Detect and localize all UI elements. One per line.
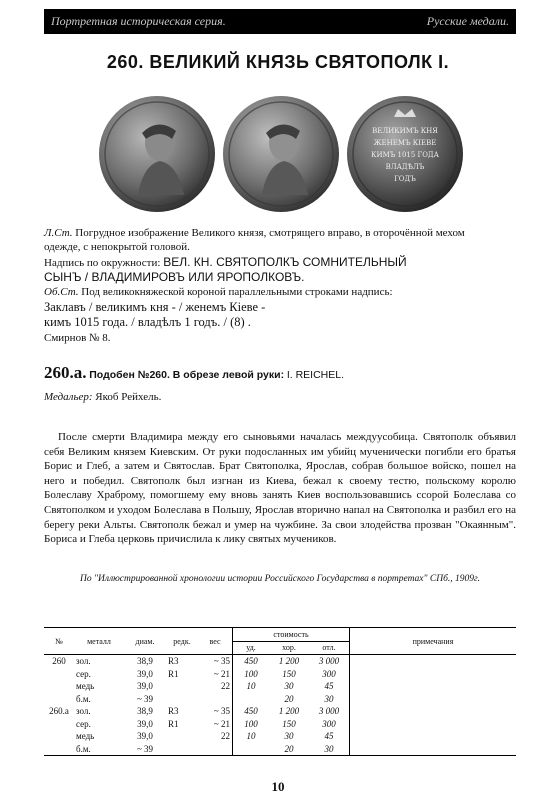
obverse-text-cont: одежде, с непокрытой головой. [44, 241, 190, 253]
medalist-line [44, 390, 516, 404]
col-cost-good: уд. [233, 641, 270, 655]
medalist-label: Медальер: [44, 391, 93, 403]
medal-inscription-line: ВЛАДѢЛЪ [385, 163, 425, 171]
table-cell-notes [350, 668, 517, 681]
table-cell-weight [198, 743, 233, 756]
edge-label: Надпись по окружности: [44, 257, 161, 269]
page-number: 10 [271, 779, 285, 794]
table-cell-c2: 30 [284, 681, 294, 692]
table-cell-weight: 22 [221, 731, 230, 742]
table-cell-weight: 22 [221, 681, 230, 692]
running-header [44, 9, 516, 34]
table-cell-metal: б.м. [76, 693, 91, 704]
table-cell-c1: 100 [233, 668, 270, 681]
table-row [44, 668, 516, 681]
table-row [44, 680, 516, 693]
smirnov-reference: Смирнов № 8. [44, 332, 111, 344]
table-cell-weight: ~ 21 [213, 668, 230, 679]
table-cell-rarity: R3 [168, 706, 179, 717]
table-cell-diam: 39,0 [137, 681, 153, 692]
obverse-label: Л.Ст. [44, 227, 73, 239]
table-cell-c1 [233, 693, 270, 706]
variant-heading [44, 363, 516, 382]
table-row [44, 730, 516, 743]
table-cell-diam: 39,0 [137, 668, 153, 679]
table-cell-notes [350, 680, 517, 693]
table-row [44, 743, 516, 756]
table-cell-c2: 1 200 [278, 706, 300, 717]
table-cell-metal: зол. [76, 656, 91, 667]
table-cell-metal: сер. [76, 718, 91, 729]
col-cost-fine: хор. [282, 643, 296, 653]
table-cell-rarity: R3 [168, 656, 179, 667]
table-cell-notes [350, 743, 517, 756]
edge-inscription [44, 255, 516, 270]
table-cell-notes [350, 730, 517, 743]
table-cell-diam: ~ 39 [136, 693, 154, 704]
table-cell-no [44, 718, 74, 731]
table-cell-no: 260.a [49, 706, 69, 717]
medal-inscription-line: ЖЕНЕМЪ КІЕВЕ [373, 139, 437, 147]
table-cell-diam: ~ 39 [136, 743, 154, 754]
table-cell-notes [350, 718, 517, 731]
table-cell-c2: 1 200 [278, 656, 300, 667]
medalist-name: Якоб Рейхель. [95, 391, 162, 403]
variant-signature: I. REICHEL. [286, 369, 345, 381]
table-cell-c3: 3 000 [318, 706, 340, 717]
table-cell-no: 260 [52, 656, 66, 667]
price-table-body [44, 655, 516, 756]
col-notes: примечания [350, 628, 517, 655]
reverse-inscription-line2: кимъ 1015 года. / владѣлъ 1 годъ. / (8) . [44, 315, 251, 329]
table-cell-metal: сер. [76, 668, 91, 679]
table-cell-rarity [166, 743, 198, 756]
obverse-description [44, 226, 516, 240]
table-cell-weight: ~ 21 [213, 718, 230, 729]
table-cell-diam: 39,0 [137, 731, 153, 742]
medal-inscription-line: КИМЪ 1015 ГОДА [371, 151, 439, 159]
col-cost-excellent: отл. [322, 643, 336, 653]
table-cell-weight: ~ 35 [213, 656, 230, 667]
variant-number: 260.a. [44, 363, 87, 382]
table-cell-c3: 45 [324, 731, 334, 742]
medal-reverse-image [346, 95, 464, 213]
table-cell-c2: 20 [284, 743, 294, 754]
col-rarity: редк. [173, 636, 191, 646]
table-cell-rarity [166, 730, 198, 743]
price-table [44, 627, 516, 756]
table-cell-c1 [233, 743, 270, 756]
table-cell-metal: медь [76, 731, 95, 742]
table-cell-diam: 38,9 [137, 656, 153, 667]
reverse-text: Под великокняжеской короной параллельными строками надпись: [81, 286, 393, 298]
col-metal: металл [87, 636, 111, 646]
table-cell-c2: 150 [282, 668, 296, 679]
table-cell-c3: 3 000 [318, 656, 340, 667]
table-cell-c2: 30 [284, 731, 294, 742]
table-cell-c1: 450 [233, 705, 270, 718]
page-title: 260. ВЕЛИКИЙ КНЯЗЬ СВЯТОПОЛК I. [106, 52, 450, 72]
table-cell-c3: 30 [324, 743, 334, 754]
table-cell-no [44, 680, 74, 693]
reverse-label: Об.Ст. [44, 286, 79, 298]
medal-obverse-image [98, 95, 216, 213]
obverse-text: Погрудное изображение Великого князя, смотрящего вправо, в оторочённой мехом [75, 227, 465, 239]
medal-photos [0, 95, 556, 213]
header-section: Русские медали. [426, 14, 509, 28]
col-number: № [55, 636, 63, 646]
table-cell-c1: 10 [233, 730, 270, 743]
reverse-description [44, 285, 516, 299]
table-row [44, 718, 516, 731]
table-cell-no [44, 743, 74, 756]
medal-inscription-line: ВЕЛИКИМЪ КНЯ [372, 127, 438, 135]
table-cell-notes [350, 693, 517, 706]
table-cell-c1: 10 [233, 680, 270, 693]
table-cell-c3: 300 [322, 718, 336, 729]
table-cell-rarity [166, 693, 198, 706]
table-cell-no [44, 693, 74, 706]
table-cell-diam: 38,9 [137, 706, 153, 717]
reverse-inscription-line1: Заклавъ / великимъ кня - / женемъ Кіеве - [44, 300, 266, 314]
table-cell-c2: 150 [282, 718, 296, 729]
table-cell-metal: зол. [76, 706, 91, 717]
variant-text: Подобен №260. В обрезе левой руки: [89, 369, 285, 381]
table-cell-weight [198, 693, 233, 706]
col-weight: вес [209, 636, 221, 646]
table-cell-metal: медь [76, 681, 95, 692]
table-cell-metal: б.м. [76, 743, 91, 754]
table-cell-no [44, 668, 74, 681]
table-row [44, 693, 516, 706]
table-cell-c2: 20 [284, 693, 294, 704]
table-cell-c3: 30 [324, 693, 334, 704]
table-cell-diam: 39,0 [137, 718, 153, 729]
table-cell-notes [350, 705, 517, 718]
medal-variant-obverse-image [222, 95, 340, 213]
table-cell-weight: ~ 35 [213, 706, 230, 717]
table-cell-rarity [166, 680, 198, 693]
table-cell-c3: 45 [324, 681, 334, 692]
table-cell-c3: 300 [322, 668, 336, 679]
edge-text-line2: СЫНЪ / ВЛАДИМИРОВЪ ИЛИ ЯРОПОЛКОВЪ. [44, 270, 305, 284]
table-cell-rarity: R1 [168, 718, 179, 729]
table-cell-c1: 450 [233, 655, 270, 668]
col-diameter: диам. [135, 636, 155, 646]
table-row [44, 705, 516, 718]
table-row [44, 655, 516, 668]
table-cell-c1: 100 [233, 718, 270, 731]
table-cell-notes [350, 655, 517, 668]
col-cost: стоимость [233, 628, 350, 642]
history-paragraph: После смерти Владимира между его сыновьями началась междуусобица. Святополк объявил себя Великим князем Киевским. От руки подосланных им убийц мученически погибли его братья Борис и Глеб, а затем и Святослав. Брат Святополка, Ярослав, собрав большое войско, пошел на него и победил. Святополк был изгнан из Киева, бежал к своему тестю, польскому королю Болеславу Храброму, помогшему ему вновь занять Киев воспользовавшись ссорой Болеслава со Святополком и уходом Болеслава в Польшу, Ярослав вторично напал на Святополка и разбил его на берегу реки Альты. Святополк бежал и умер на чужбине. За свои злодейства прозван "Окаянным". Бориса и Глеба церковь причислила к лику святых мучеников. [44, 431, 516, 546]
edge-text-line1: ВЕЛ. КН. СВЯТОПОЛКЪ СОМНИТЕЛЬНЫЙ [163, 255, 407, 269]
header-series: Портретная историческая серия. [51, 14, 226, 28]
source-citation: По "Иллюстрированной хронологии истории Российского Государства в портретах" СПб., 1909г. [80, 574, 480, 584]
medal-inscription-line: ГОДЪ [394, 175, 416, 183]
table-cell-no [44, 730, 74, 743]
table-cell-rarity: R1 [168, 668, 179, 679]
